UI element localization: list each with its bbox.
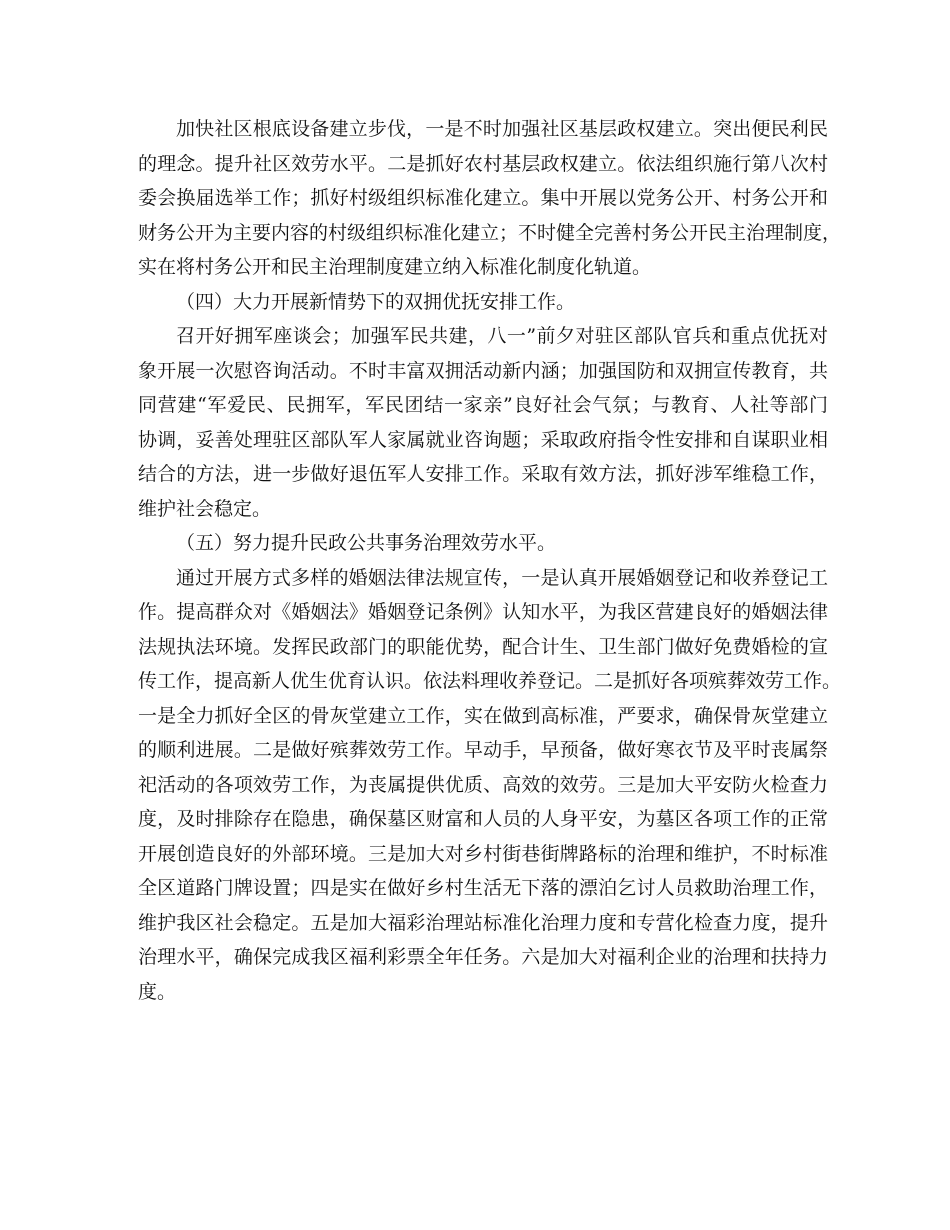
section-heading-five (138, 526, 828, 561)
text-line: 法规执法环境。发挥民政部门的职能优势，配合计生、卫生部门做好免费婚检的宣 (138, 635, 828, 658)
text-line: 协调，妥善处理驻区部队军人家属就业咨询题；采取政府指令性安排和自谋职业相 (138, 428, 828, 451)
text-line: 度。 (138, 980, 177, 1003)
paragraph-community-construction (138, 112, 842, 285)
text-line: 的顺利进展。二是做好殡葬效劳工作。早动手，早预备，做好寒衣节及平时丧属祭 (138, 739, 828, 761)
text-line: 作。提高群众对《婚姻法》婚姻登记条例》认知水平，为我区营建良好的婚姻法律 (138, 601, 828, 623)
text-line: 同营建“军爱民、民拥军，军民团结一家亲”良好社会气氛；与教育、人社等部门 (138, 394, 828, 416)
text-line: 通过开展方式多样的婚姻法律法规宣传，一是认真开展婚姻登记和收养登记工 (176, 566, 828, 589)
text-line: 度，及时排除存在隐患，确保墓区财富和人员的人身平安，为墓区各项工作的正常 (138, 808, 828, 830)
text-line: 全区道路门牌设置；四是实在做好乡村生活无下落的漂泊乞讨人员救助治理工作， (138, 877, 828, 899)
text-line: 维护社会稳定。 (138, 497, 272, 520)
text-line: 一是全力抓好全区的骨灰堂建立工作，实在做到高标准，严要求，确保骨灰堂建立 (138, 704, 828, 727)
text-line: 的理念。提升社区效劳水平。二是抓好农村基层政权建立。依法组织施行第八次村 (138, 152, 828, 175)
text-line: 结合的方法，进一步做好退伍军人安排工作。采取有效方法，抓好涉军维稳工作， (138, 463, 828, 485)
text-line: 传工作，提高新人优生优育认识。依法料理收养登记。二是抓好各项殡葬效劳工作。 (138, 670, 842, 692)
text-line: 委会换届选举工作；抓好村级组织标准化建立。集中开展以党务公开、村务公开和 (138, 187, 828, 209)
section-heading: （五）努力提升民政公共事务治理效劳水平。 (176, 532, 557, 554)
section-heading: （四）大力开展新情势下的双拥优抚安排工作。 (176, 290, 576, 313)
section-heading-four (138, 285, 828, 320)
paragraph-military-support (138, 319, 828, 526)
paragraph-public-affairs (138, 561, 842, 1010)
text-line: 召开好拥军座谈会；加强军民共建，八一”前夕对驻区部队官兵和重点优抚对 (176, 325, 828, 347)
text-line: 维护我区社会稳定。五是加大福彩治理站标准化治理力度和专营化检查力度，提升 (138, 911, 828, 934)
text-line: 加快社区根底设备建立步伐，一是不时加强社区基层政权建立。突出便民利民 (176, 118, 828, 140)
text-line: 财务公开为主要内容的村级组织标准化建立；不时健全完善村务公开民主治理制度， (138, 221, 842, 244)
text-line: 实在将村务公开和民主治理制度建立纳入标准化制度化轨道。 (138, 256, 652, 278)
text-line: 象开展一次慰咨询活动。不时丰富双拥活动新内涵；加强国防和双拥宣传教育，共 (138, 359, 828, 382)
text-line: 治理水平，确保完成我区福利彩票全年任务。六是加大对福利企业的治理和扶持力 (138, 946, 828, 968)
document-body (138, 112, 842, 1009)
text-line: 开展创造良好的外部环境。三是加大对乡村街巷街牌路标的治理和维护，不时标准 (138, 842, 828, 865)
text-line: 祀活动的各项效劳工作，为丧属提供优质、高效的效劳。三是加大平安防火检查力 (138, 773, 828, 796)
